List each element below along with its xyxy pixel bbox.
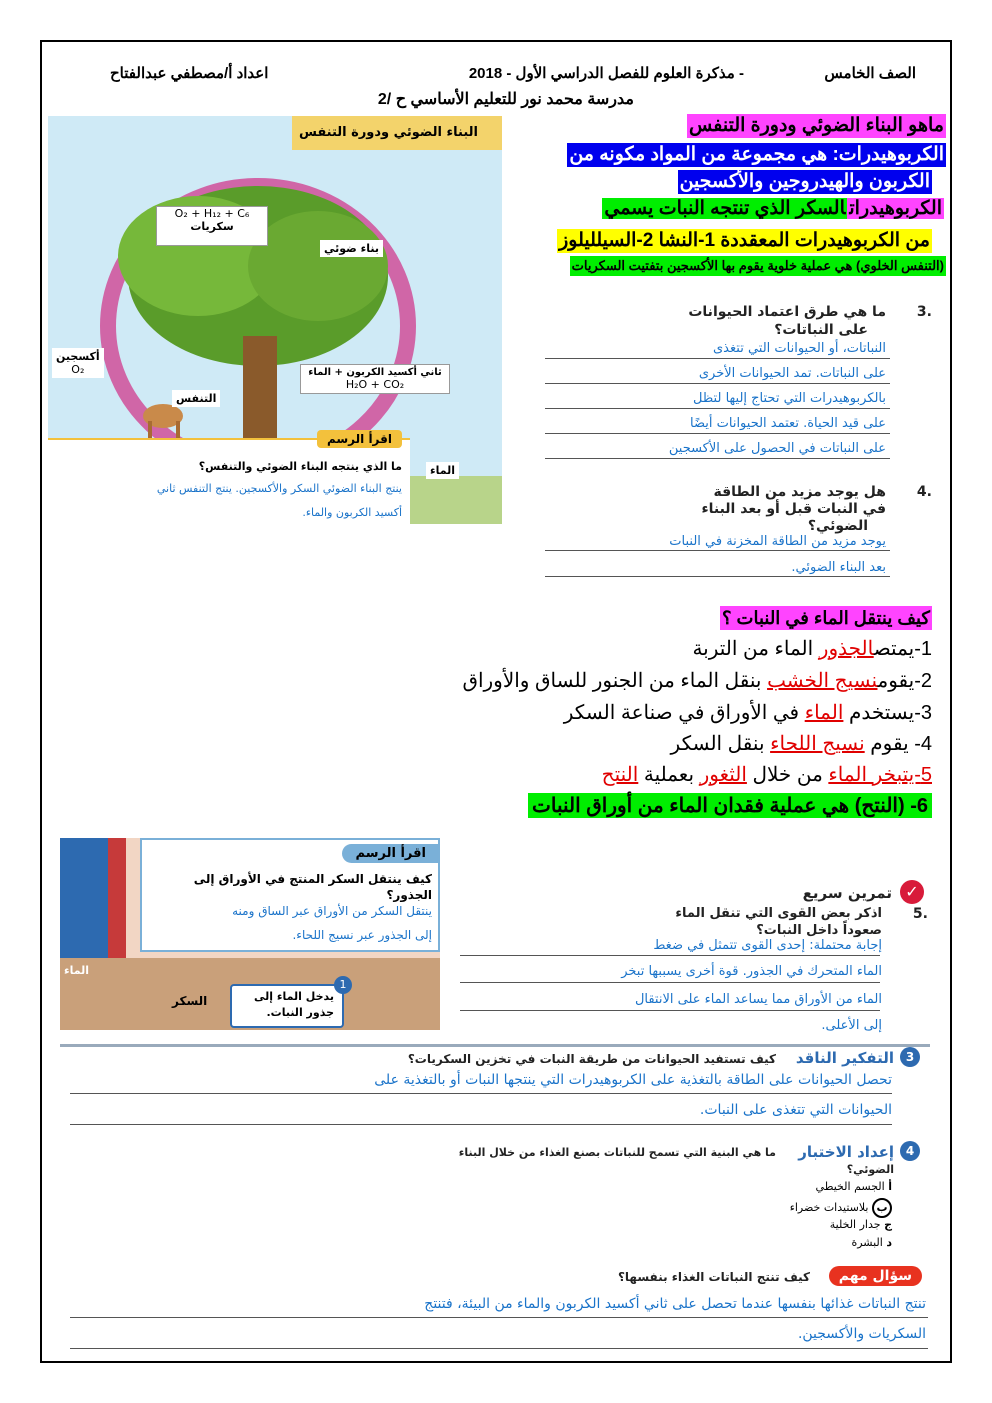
q4-text-3: الضوئي؟ <box>807 518 868 534</box>
oxygen-label: أكسجين <box>56 350 100 363</box>
important-question: كيف تنتج النباتات الغذاء بنفسها؟ <box>617 1270 810 1284</box>
q3-rule-4 <box>545 433 890 434</box>
step-text-1: يدخل الماء إلى <box>254 990 334 1003</box>
co2-label: ثاني أكسيد الكربون + الماء <box>308 367 442 378</box>
test-option-d <box>851 1236 892 1249</box>
q4-answer-2: بعد البناء الضوئي. <box>791 560 886 575</box>
note-respiration: (التنفس الخلوي) هي عملية خلوية يقوم بها الأكسجين بتفتيت السكريات <box>570 256 946 276</box>
water-line-5-key: الثغور <box>699 764 747 786</box>
respiration-label: التنفس <box>172 390 220 407</box>
critical-answer-2: الحيوانات التي تتغذى على النبات. <box>699 1102 892 1118</box>
water-line-2-key: نسيج الخشب <box>767 670 878 692</box>
read-figure-2-question-2: الجذور؟ <box>386 888 432 902</box>
note-carb-def-2: الكربون والهيدروجين والأكسجين <box>679 171 930 192</box>
critical-title: التفكير الناقد <box>795 1049 894 1067</box>
water-line-1-key: الجذور <box>818 638 874 660</box>
water-line-3-a: 3-يستخدم <box>848 702 932 724</box>
figure-title: البناء الضوئي ودورة التنفس <box>298 125 478 140</box>
q4-rule-2 <box>545 576 890 577</box>
q4-rule-1 <box>545 550 890 551</box>
water-line-1 <box>692 636 932 661</box>
read-figure-2-answer-1: ينتقل السكر من الأوراق عبر الساق ومنه <box>232 904 432 918</box>
read-figure-question: ما الذي ينتجه البناء الضوئي والتنفس؟ <box>198 460 402 473</box>
water-line-5-mid2: بعملية <box>643 764 695 786</box>
water-line-2-b: بنقل الماء من الجنور للساق والأوراق <box>462 670 762 692</box>
critical-answer-1: تحصل الحيوانات على الطاقة بالتغذية على الكربوهيدرات التي ينتجها النبات أو بالتغذية على <box>374 1072 892 1088</box>
q5-answer-2: الماء المتحرك في الجذور. قوة أخرى يسببها تبخر <box>621 964 882 979</box>
q3-answer-2: على النباتات. تمد الحيوانات الأخرى <box>698 366 886 381</box>
oxygen-formula: O₂ <box>71 363 85 376</box>
note-sugar-post: الكربوهيدرات <box>849 198 942 219</box>
co2-formula: H₂O + CO₂ <box>345 378 405 391</box>
q3-text-1: ما هي طرق اعتماد الحيوانات <box>688 304 886 320</box>
q3-rule-5 <box>545 458 890 459</box>
test-option-c <box>830 1218 892 1231</box>
note-sugar-pre: السكر الذي تنتجه النبات يسمي <box>604 198 846 219</box>
oxygen-box <box>52 348 104 378</box>
note-complex-carbs: من الكربوهيدرات المعقددة 1-النشا 2-السيلليلوز <box>559 230 930 251</box>
water-line-5 <box>602 762 932 787</box>
read-figure-answer-1: ينتج البناء الضوئي السكر والأكسجين. ينتج التنفس ثاني <box>156 482 402 495</box>
q5-number: .5 <box>912 906 928 922</box>
q3-rule-3 <box>545 408 890 409</box>
test-option-a <box>816 1180 892 1193</box>
critical-number: 3 <box>900 1047 920 1067</box>
important-rule-2 <box>70 1348 928 1349</box>
q5-answer-3: الماء من الأوراق مما يساعد الماء على الانتقال <box>634 992 882 1007</box>
q5-rule-2 <box>460 982 880 983</box>
water-line-5-mid: من خلال <box>752 764 823 786</box>
q3-rule-1 <box>545 358 890 359</box>
water-line-4-b: بنقل السكر <box>670 733 765 755</box>
water-line-3-key: الماء <box>804 702 844 724</box>
test-option-d-letter: د <box>886 1236 892 1249</box>
read-figure-box <box>48 432 410 524</box>
school-name: مدرسة محمد نور للتعليم الأساسي ح /2 <box>377 91 634 108</box>
grade-label: الصف الخامس <box>824 65 916 82</box>
quick-title: تمرين سريع <box>802 884 892 902</box>
step-text-2: جذور النبات. <box>266 1006 334 1019</box>
water-line-4-a: 4- يقوم <box>870 733 932 755</box>
q3-number: .3 <box>916 304 932 320</box>
q4-text-2: في النبات قبل أو بعد البناء <box>701 501 886 517</box>
photosynthesis-label: بناء ضوئي <box>320 240 383 257</box>
q5-rule-3 <box>460 1010 880 1011</box>
sugar-transport-figure <box>60 838 440 1030</box>
sugar-box <box>156 206 268 246</box>
read-figure-2-answer-2: إلى الجذور عبر نسيج اللحاء. <box>292 928 432 942</box>
test-option-a-text: الجسم الخيطي <box>815 1180 885 1193</box>
q5-text-1: اذكر بعض القوى التي تنقل الماء <box>675 906 882 921</box>
read-figure-answer-2: أكسيد الكربون والماء. <box>302 506 402 519</box>
sugar-label: سكريات <box>190 220 234 233</box>
q3-text-2: على النباتات؟ <box>774 322 868 338</box>
test-option-b[interactable] <box>790 1198 892 1218</box>
step-number: 1 <box>334 976 352 994</box>
sugar-formula: O₂ + H₁₂ + C₆ <box>174 207 250 220</box>
water-label: الماء <box>426 462 459 479</box>
co2-box <box>300 364 450 394</box>
q5-rule-1 <box>460 955 880 956</box>
water-line-2 <box>462 668 932 693</box>
test-title: إعداد الاختبار <box>798 1143 894 1161</box>
water-line-5-key2: النتح <box>601 764 639 786</box>
water-line-1-a: 1-يمتص <box>873 638 932 660</box>
note-sugar <box>600 197 946 221</box>
water-line-3 <box>564 700 932 725</box>
water-line-2-a: 2-يقوم <box>877 670 932 692</box>
author-label: اعداد أ/مصطفي عبدالفتاح <box>110 65 269 82</box>
critical-rule-1 <box>70 1093 892 1094</box>
important-rule-1 <box>70 1317 928 1318</box>
photosynthesis-figure <box>48 116 502 524</box>
water-line-4 <box>671 731 932 756</box>
figure-2-sugar-label: السكر <box>172 994 208 1008</box>
q3-answer-4: على قيد الحياة. تعتمد الحيوانات أيضًا <box>690 416 886 431</box>
doc-title: - مذكرة العلوم للفصل الدراسي الأول - 2018 <box>468 65 744 82</box>
q3-rule-2 <box>545 383 890 384</box>
critical-rule-2 <box>70 1124 892 1125</box>
critical-top-rule <box>60 1044 930 1047</box>
test-option-b-letter-selected: ب <box>872 1198 892 1218</box>
q5-text-2: صعوداً داخل النبات؟ <box>756 923 882 938</box>
water-line-1-b: الماء من التربة <box>692 638 814 660</box>
read-figure-title: اقرأ الرسم <box>317 430 402 448</box>
tree-crown-right <box>248 211 388 321</box>
test-number: 4 <box>900 1141 920 1161</box>
water-line-5-a: 5-يتبخر الماء <box>828 764 932 786</box>
q3-answer-5: على النباتات في الحصول على الأكسجين <box>668 441 886 456</box>
note-carb-def-1: الكربوهيدرات: هي مجموعة من المواد مكونه من <box>569 144 944 165</box>
water-title: كيف ينتقل الماء في النبات ؟ <box>721 608 930 628</box>
important-answer-1: تنتج النباتات غذائها بنفسها عندما تحصل على ثاني أكسيد الكربون والماء من البيئة، فتنتج <box>424 1296 926 1312</box>
q3-answer-1: النباتات، أو الحيوانات التي تتغذى <box>713 341 886 356</box>
critical-question: كيف تستفيد الحيوانات من طريقة النبات في تخزين السكريات؟ <box>407 1052 776 1066</box>
step-box <box>230 978 347 1028</box>
q5-answer-1: إجابة محتملة: إحدى القوى تتمثل في ضغط <box>653 938 882 953</box>
q4-text-1: هل يوجد مزيد من الطاقة <box>713 484 886 500</box>
water-line-6: 6- (النتح) هي عملية فقدان الماء من أوراق النبات <box>528 793 932 818</box>
figure-2-water-label: الماء <box>64 964 90 977</box>
test-option-b-text: بلاستيدات خضراء <box>789 1201 869 1214</box>
read-figure-title-2: اقرأ الرسم <box>342 844 440 863</box>
q4-number: .4 <box>916 484 932 500</box>
test-option-d-text: البشرة <box>851 1236 883 1249</box>
water-line-4-key: نسيج اللحاء <box>770 733 865 755</box>
note-question-title: ماهو البناء الضوئي ودورة التنفس <box>689 115 944 136</box>
important-badge: سؤال مهم <box>829 1266 922 1286</box>
test-option-a-letter: أ <box>888 1180 892 1193</box>
q4-answer-1: يوجد مزيد من الطاقة المخزنة في النبات <box>669 534 886 549</box>
test-question-1: ما هي البنية التي تسمح للنباتات بصنع الغذاء من خلال البناء <box>458 1146 776 1159</box>
important-answer-2: السكريات والأكسجين. <box>797 1326 926 1342</box>
test-option-c-letter: ج <box>884 1218 892 1231</box>
q3-answer-3: بالكربوهيدرات التي تحتاج إليها لتظل <box>693 391 886 406</box>
test-question-2: الضوئي؟ <box>846 1163 894 1176</box>
test-option-c-text: جدار الخلية <box>829 1218 881 1231</box>
check-icon: ✓ <box>900 880 924 904</box>
water-line-3-b: في الأوراق في صناعة السكر <box>563 702 800 724</box>
read-figure-box-2 <box>140 838 440 952</box>
read-figure-2-question-1: كيف ينتقل السكر المنتج في الأوراق إلى <box>193 872 432 886</box>
q5-answer-4: إلى الأعلى. <box>821 1018 882 1033</box>
